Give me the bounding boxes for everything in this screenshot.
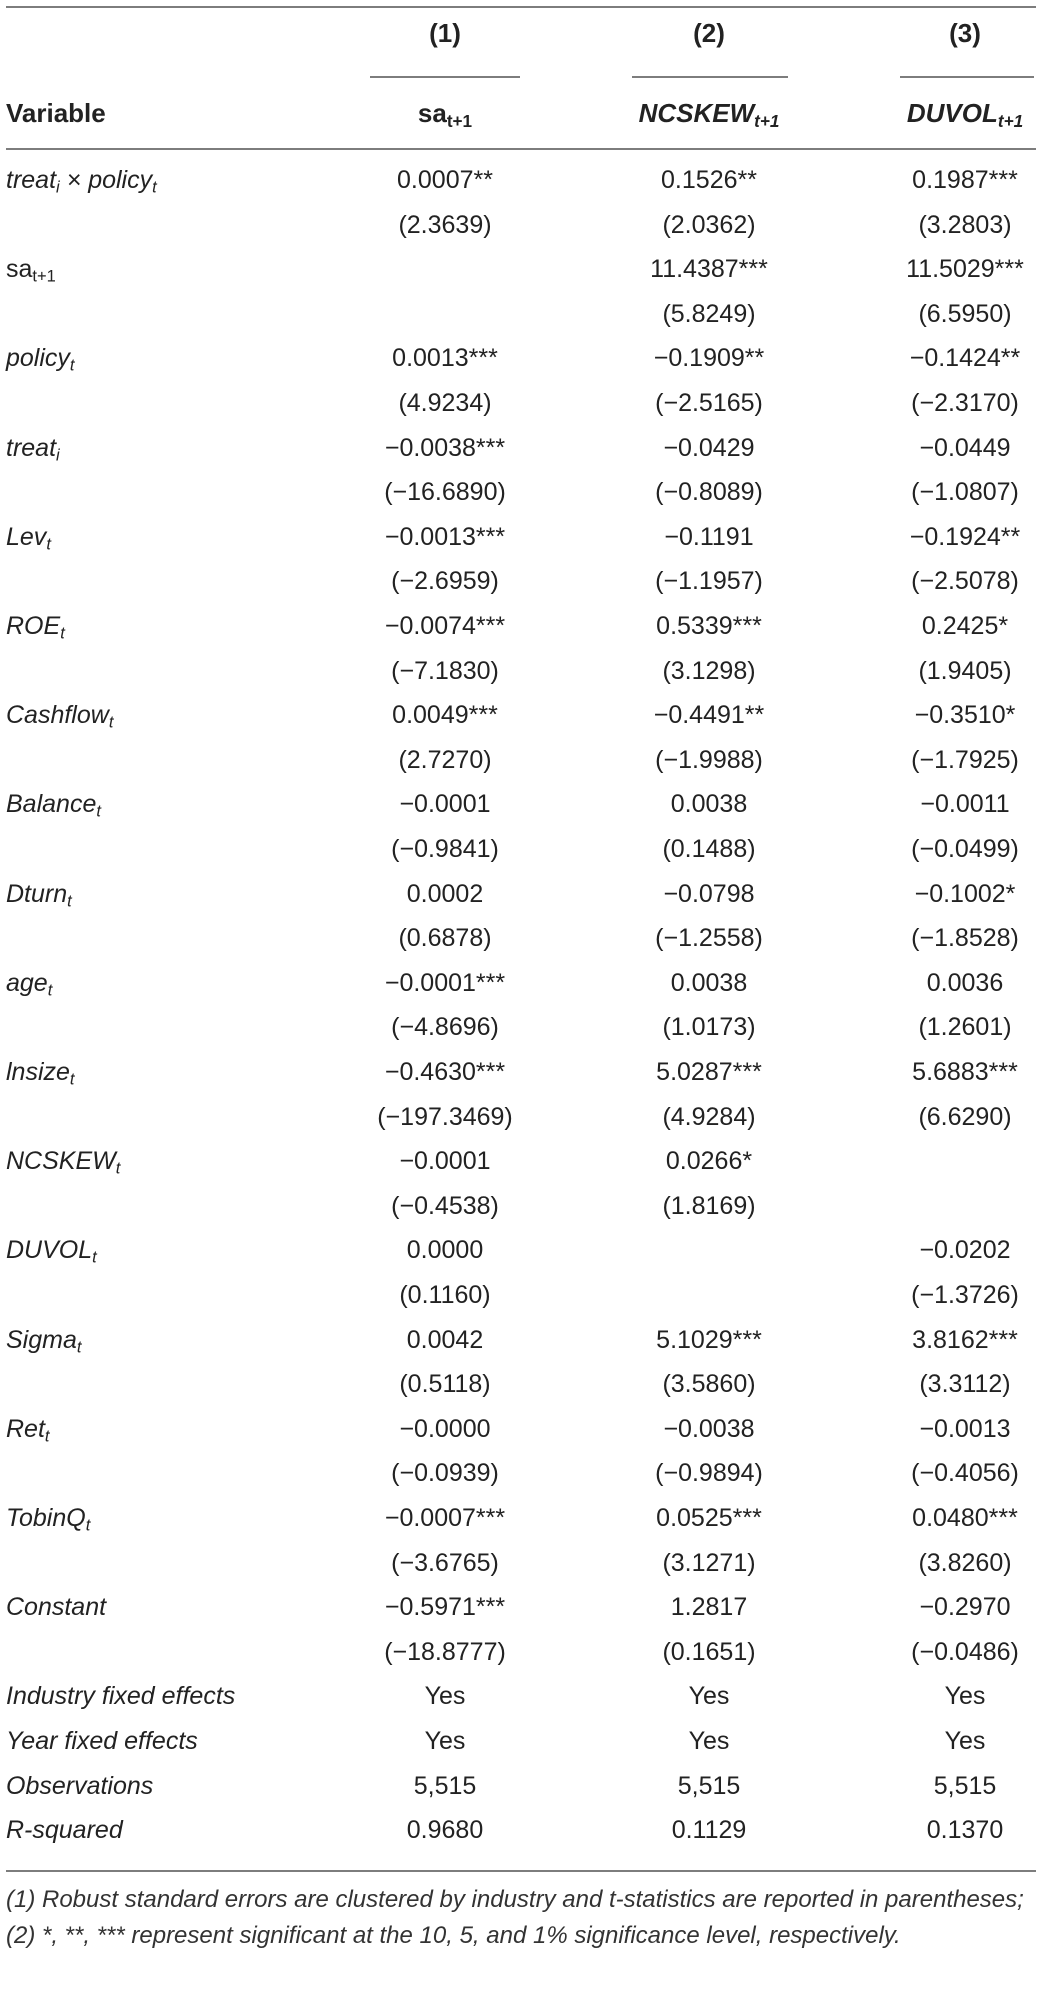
tstat-row <box>0 916 1042 960</box>
summary-row <box>0 1764 1042 1808</box>
variable-label: Sigma$_t$ <box>6 1325 82 1357</box>
tstat-cell: (2.7270) <box>398 745 492 774</box>
summary-value-cell: 5,515 <box>413 1771 477 1800</box>
tstat-cell: (3.3112) <box>919 1370 1011 1399</box>
coefficient-cell: −0.0202 <box>919 1236 1011 1265</box>
coefficient-cell: 0.0000 <box>406 1236 484 1265</box>
coef-row <box>0 1139 1042 1183</box>
coefficient-cell: −0.0001*** <box>384 968 506 997</box>
tstat-cell: (1.2601) <box>918 1013 1012 1042</box>
coef-row <box>0 426 1042 470</box>
coefficient-cell: −0.3510* <box>914 701 1016 730</box>
dep-var-header-3: $DUVOL_{t+1}$ <box>906 98 1024 131</box>
tstat-row <box>0 559 1042 603</box>
coefficient-cell: 0.0007** <box>397 166 493 194</box>
coefficient-cell: −0.0000 <box>399 1414 491 1443</box>
coefficient-cell: 5.1029*** <box>656 1325 762 1354</box>
tstat-cell: (−0.4056) <box>911 1459 1019 1488</box>
variable-label: $sa_{t+1}$ <box>6 255 56 286</box>
tstat-row <box>0 827 1042 871</box>
coefficient-cell: 0.0525*** <box>656 1504 762 1532</box>
tstat-row <box>0 1095 1042 1139</box>
tstat-cell: (6.6290) <box>918 1102 1012 1131</box>
tstat-cell: (−1.1957) <box>655 567 763 596</box>
coefficient-cell: 11.4387*** <box>650 255 768 284</box>
coefficient-cell: −0.0798 <box>663 879 755 908</box>
tstat-cell: (3.8260) <box>918 1548 1012 1577</box>
variable-label: TobinQ$_t$ <box>6 1504 91 1535</box>
tstat-cell: (5.8249) <box>662 299 756 328</box>
coefficient-cell: −0.0429 <box>663 433 755 462</box>
dep-var-header-1: $sa_{t+1}$ <box>417 98 473 131</box>
coefficient-cell: −0.1424** <box>909 344 1021 373</box>
tstat-row <box>0 292 1042 336</box>
tstat-row <box>0 203 1042 247</box>
tstat-cell: (−3.6765) <box>391 1548 499 1577</box>
tstat-cell: (1.9405) <box>918 656 1012 685</box>
tstat-cell: (−1.9988) <box>655 745 763 774</box>
coefficient-cell: −0.1909** <box>653 344 765 373</box>
variable-label: age$_t$ <box>6 968 53 1000</box>
tstat-cell: (0.5118) <box>399 1370 491 1399</box>
coefficient-cell: 0.0480*** <box>912 1504 1018 1532</box>
tstat-cell: (6.5950) <box>918 299 1012 328</box>
tstat-cell: (3.2803) <box>918 210 1012 239</box>
summary-value-cell: 5,515 <box>677 1771 741 1800</box>
coefficient-cell: −0.0013 <box>919 1414 1011 1443</box>
summary-label: Industry fixed effects <box>6 1682 236 1711</box>
coefficient-cell: 3.8162*** <box>912 1325 1018 1354</box>
top-rule <box>6 6 1036 8</box>
coefficient-cell: 0.0266* <box>665 1147 753 1176</box>
variable-label: Dturn$_t$ <box>6 879 72 911</box>
coefficient-cell: 0.5339*** <box>656 612 762 640</box>
tstat-cell: (−2.3170) <box>911 389 1019 417</box>
variable-header: Variable <box>6 98 106 128</box>
coefficient-cell: 0.0002 <box>406 879 484 908</box>
coef-row <box>0 158 1042 202</box>
coefficient-cell: 0.0049*** <box>392 701 498 730</box>
tstat-cell: (3.1298) <box>662 656 756 685</box>
tstat-row <box>0 470 1042 514</box>
variable-label: treat$_i$ <box>6 433 60 465</box>
coefficient-cell: 5.0287*** <box>656 1058 762 1086</box>
tstat-cell: (−0.0499) <box>911 835 1019 863</box>
summary-label: Observations <box>6 1771 154 1800</box>
tstat-cell: (−2.5078) <box>911 567 1019 596</box>
coefficient-cell: 0.1987*** <box>912 166 1018 194</box>
summary-value-cell: Yes <box>944 1727 986 1755</box>
column-3-subrule <box>900 76 1034 78</box>
coefficient-cell: −0.0038 <box>663 1414 755 1443</box>
tstat-cell: (4.9234) <box>398 389 492 417</box>
tstat-row <box>0 1273 1042 1317</box>
coefficient-cell: 0.0042 <box>406 1325 484 1354</box>
tstat-cell: (−0.9841) <box>391 835 499 863</box>
summary-value-cell: Yes <box>688 1727 730 1755</box>
coefficient-cell: 0.0038 <box>670 968 748 997</box>
coefficient-cell: −0.0013*** <box>384 522 506 551</box>
coef-row <box>0 515 1042 559</box>
tstat-cell: (−1.7925) <box>911 745 1019 774</box>
tstat-cell: (0.1488) <box>662 835 756 863</box>
coef-row <box>0 247 1042 291</box>
table-note: (1) Robust standard errors are clustered by industry and t-statistics are reported in parentheses; (2) *, **, *** represent significant at the 10, 5, and 1% significance level, respectively. <box>6 1886 1024 1949</box>
tstat-row <box>0 1184 1042 1228</box>
tstat-row <box>0 1451 1042 1495</box>
tstat-cell: (−2.5165) <box>655 389 763 417</box>
tstat-cell: (−0.4538) <box>391 1191 499 1220</box>
tstat-cell: (−197.3469) <box>377 1102 513 1131</box>
coefficient-cell: −0.0074*** <box>384 612 506 640</box>
coef-row <box>0 1496 1042 1540</box>
variable-label: $NCSKEW_t$ <box>6 1147 121 1178</box>
summary-value-cell: Yes <box>424 1682 466 1711</box>
coef-row <box>0 336 1042 380</box>
summary-value-cell: 0.1370 <box>926 1816 1004 1845</box>
variable-label: $ROE_t$ <box>6 612 65 643</box>
variable-label: treat$_i$ × policy$_t$ <box>6 166 157 197</box>
tstat-cell: (3.5860) <box>662 1370 756 1399</box>
tstat-row <box>0 1005 1042 1049</box>
bottom-rule <box>6 1870 1036 1872</box>
coefficient-cell: −0.0007*** <box>384 1504 506 1532</box>
summary-row <box>0 1808 1042 1852</box>
coef-row <box>0 604 1042 648</box>
tstat-cell: (−0.9894) <box>655 1459 763 1488</box>
tstat-cell: (−1.3726) <box>911 1281 1019 1309</box>
summary-value-cell: Yes <box>944 1682 986 1711</box>
coefficient-cell: 11.5029*** <box>906 255 1024 284</box>
summary-label: Year fixed effects <box>6 1727 198 1755</box>
coef-row <box>0 782 1042 826</box>
variable-label: policy$_t$ <box>6 344 75 375</box>
tstat-cell: (−0.0486) <box>911 1637 1019 1666</box>
tstat-row <box>0 1630 1042 1674</box>
column-number-3: (3) <box>949 18 981 48</box>
variable-label: Balance$_t$ <box>6 790 101 821</box>
summary-row <box>0 1674 1042 1718</box>
coefficient-cell: −0.0038*** <box>384 433 506 462</box>
coefficient-cell: 0.0036 <box>926 968 1004 997</box>
coef-row <box>0 693 1042 737</box>
coefficient-cell: 0.2425* <box>921 612 1009 640</box>
variable-label: Cashflow$_t$ <box>6 701 114 732</box>
coefficient-cell: −0.2970 <box>919 1593 1011 1622</box>
tstat-cell: (−2.6959) <box>391 567 499 596</box>
variable-label: $DUVOL_t$ <box>6 1236 97 1267</box>
coef-row <box>0 1050 1042 1094</box>
column-number-2: (2) <box>693 18 725 48</box>
tstat-row <box>0 1362 1042 1406</box>
coef-row <box>0 872 1042 916</box>
coef-row <box>0 1585 1042 1629</box>
coefficient-cell: −0.5971*** <box>384 1593 506 1622</box>
summary-value-cell: Yes <box>688 1682 730 1711</box>
tstat-cell: (1.8169) <box>662 1191 756 1220</box>
tstat-cell: (1.0173) <box>662 1013 756 1042</box>
coefficient-cell: 0.0038 <box>670 790 748 819</box>
variable-label: lnsize$_t$ <box>6 1058 75 1089</box>
coefficient-cell: 1.2817 <box>670 1593 748 1622</box>
coefficient-cell: 0.0013*** <box>392 344 498 373</box>
tstat-cell: (−0.0939) <box>391 1459 499 1488</box>
coefficient-cell: −0.0001 <box>399 1147 491 1176</box>
tstat-row <box>0 1541 1042 1585</box>
coefficient-cell: 5.6883*** <box>912 1058 1018 1086</box>
coefficient-cell: 0.1526** <box>661 166 757 194</box>
summary-row <box>0 1719 1042 1763</box>
tstat-cell: (−7.1830) <box>391 656 499 685</box>
coefficient-cell: −0.4491** <box>653 701 765 730</box>
coef-row <box>0 1407 1042 1451</box>
dep-var-header-2: $NCSKEW_{t+1}$ <box>638 98 780 131</box>
coef-row <box>0 1318 1042 1362</box>
tstat-cell: (−1.2558) <box>655 924 763 953</box>
coefficient-cell: −0.4630*** <box>384 1058 506 1086</box>
tstat-cell: (0.6878) <box>398 924 492 953</box>
tstat-cell: (0.1160) <box>399 1281 491 1309</box>
coefficient-cell: −0.0011 <box>920 790 1010 819</box>
tstat-cell: (2.0362) <box>662 210 756 239</box>
coefficient-cell: −0.0449 <box>919 433 1011 462</box>
coefficient-cell: −0.0001 <box>399 790 491 819</box>
tstat-row <box>0 738 1042 782</box>
tstat-cell: (4.9284) <box>662 1102 756 1131</box>
coef-row <box>0 961 1042 1005</box>
tstat-cell: (−4.8696) <box>391 1013 499 1042</box>
variable-label: Lev$_t$ <box>6 522 51 554</box>
coef-row <box>0 1228 1042 1272</box>
tstat-cell: (−1.8528) <box>911 924 1019 953</box>
coefficient-cell: −0.1002* <box>914 879 1016 908</box>
summary-label: R-squared <box>6 1816 123 1845</box>
tstat-cell: (2.3639) <box>398 210 492 239</box>
tstat-cell: (−18.8777) <box>384 1637 506 1666</box>
summary-value-cell: Yes <box>424 1727 466 1755</box>
tstat-cell: (3.1271) <box>662 1548 756 1577</box>
column-1-subrule <box>370 76 520 78</box>
column-2-subrule <box>632 76 788 78</box>
column-number-1: (1) <box>429 18 461 48</box>
tstat-row <box>0 381 1042 425</box>
tstat-cell: (0.1651) <box>662 1637 756 1666</box>
header-rule <box>6 148 1036 150</box>
summary-value-cell: 5,515 <box>933 1771 997 1800</box>
summary-value-cell: 0.9680 <box>406 1816 484 1845</box>
coefficient-cell: −0.1924** <box>909 522 1021 551</box>
variable-label: Ret$_t$ <box>6 1414 50 1446</box>
coefficient-cell: −0.1191 <box>664 522 754 551</box>
tstat-row <box>0 649 1042 693</box>
variable-label: Constant <box>6 1593 107 1622</box>
tstat-cell: (−1.0807) <box>911 478 1019 507</box>
summary-value-cell: 0.1129 <box>671 1816 747 1845</box>
tstat-cell: (−0.8089) <box>655 478 763 507</box>
tstat-cell: (−16.6890) <box>384 478 506 507</box>
